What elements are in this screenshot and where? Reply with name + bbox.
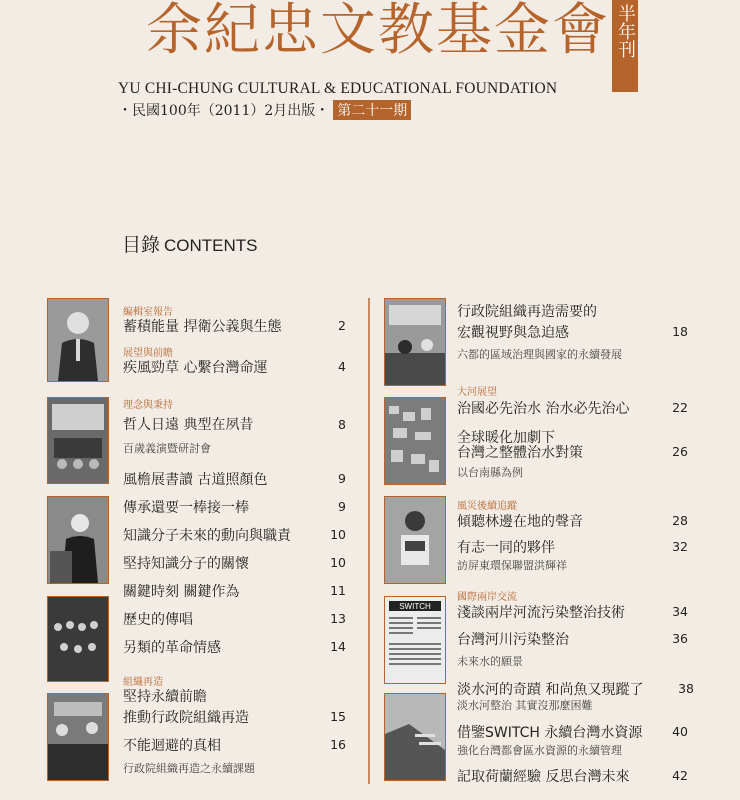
toc-page: 15 [330,709,346,724]
toc-title[interactable]: 傳承還要一棒接一棒 [123,500,249,516]
contents-heading-zh: 目錄 [122,234,161,256]
switch-report-image [385,597,445,683]
toc-page: 13 [330,611,346,626]
speaker-image [48,497,108,583]
toc-title[interactable]: 推動行政院組織再造 [123,710,249,726]
magazine-title: 余紀忠文教基金會 [146,0,610,63]
toc-page: 40 [672,724,688,739]
toc-title-line1[interactable]: 行政院組織再造需要的 [457,304,597,320]
toc-title[interactable]: 哲人日遠 典型在夙昔 [123,417,254,433]
toc-title-line1[interactable]: 全球暖化加劇下 [457,430,555,446]
toc-page: 38 [678,681,694,696]
publication-info [118,100,411,120]
half-yearly-badge [612,0,638,92]
elder-portrait-image [48,299,108,381]
toc-page: 9 [338,471,346,486]
toc-title-line1[interactable]: 堅持永續前瞻 [123,689,207,705]
harbor-image [385,694,445,780]
photo-elder-portrait [47,298,109,382]
section-disaster-followup: 風災後續追蹤 [457,501,517,512]
photo-flood-volunteer [384,496,446,584]
toc-page: 16 [330,737,346,752]
toc-title[interactable]: 治國必先治水 治水必先治心 [457,401,630,417]
photo-symposium-stage [47,397,109,484]
section-editor-report: 編輯室報告 [123,307,173,318]
toc-subtitle: 未來水的願景 [457,655,523,668]
contents-heading-en: CONTENTS [164,236,258,255]
issue-number: 第二十一期 [333,100,411,120]
badge-text: 半年刊 [615,4,636,58]
column-divider [368,298,370,784]
toc-title[interactable]: 有志一同的夥伴 [457,540,555,556]
toc-subtitle: 行政院組織再造之永續課題 [123,762,255,775]
section-river-outlook: 大河展望 [457,387,497,398]
toc-title[interactable]: 蓄積能量 捍衛公義與生態 [123,319,282,335]
toc-page: 32 [672,539,688,554]
toc-title[interactable]: 關鍵時刻 關鍵作為 [123,584,240,600]
orchestra-image [48,597,108,681]
panel-image [48,694,108,780]
photo-aerial-city [384,397,446,485]
section-reform: 組織再造 [123,677,163,688]
toc-title[interactable]: 不能迴避的真相 [123,738,221,754]
toc-title[interactable]: 台灣河川污染整治 [457,632,569,648]
toc-page: 18 [672,324,688,339]
toc-title[interactable]: 疾風勁草 心繫台灣命運 [123,360,268,376]
toc-page: 26 [672,444,688,459]
toc-page: 22 [672,400,688,415]
volunteer-image [385,497,445,583]
photo-speaker-podium [47,496,109,584]
toc-subtitle: 訪屏東環保聯盟洪輝祥 [457,559,567,572]
aerial-city-image [385,398,445,484]
toc-page: 2 [338,318,346,333]
toc-title[interactable]: 借鑒SWITCH 永續台灣水資源 [457,725,643,741]
section-outlook: 展望與前瞻 [123,348,173,359]
contents-heading [122,230,258,257]
toc-title[interactable]: 淺談兩岸河流污染整治技術 [457,605,625,621]
toc-subtitle: 六都的區域治理與國家的永續發展 [457,348,622,361]
toc-page: 8 [338,417,346,432]
toc-title[interactable]: 風檐展書讀 古道照顏色 [123,472,268,488]
section-ideals: 理念與秉持 [123,400,173,411]
toc-page: 10 [330,555,346,570]
toc-page: 14 [330,639,346,654]
toc-page: 10 [330,527,346,542]
photo-switch-report [384,596,446,684]
toc-subtitle: 百歲義演暨研討會 [123,442,211,455]
photo-orchestra [47,596,109,682]
toc-title[interactable]: 歷史的傳唱 [123,612,193,628]
toc-page: 42 [672,768,688,783]
toc-title[interactable]: 堅持知識分子的關懷 [123,556,249,572]
toc-title[interactable]: 台灣之整體治水對策 [457,445,583,461]
toc-title[interactable]: 宏觀視野與急迫感 [457,325,569,341]
meeting-room-image [385,299,445,385]
toc-title[interactable]: 傾聽林邊在地的聲音 [457,514,583,530]
toc-subtitle: 淡水河整治 其實沒那麼困難 [457,699,593,712]
toc-page: 9 [338,499,346,514]
toc-title[interactable]: 淡水河的奇蹟 和尚魚又現蹤了 [457,682,644,698]
toc-title[interactable]: 知識分子未來的動向與職責 [123,528,291,544]
section-cross-strait: 國際兩岸交流 [457,592,517,603]
toc-page: 11 [330,583,346,598]
toc-title[interactable]: 記取荷蘭經驗 反思台灣未來 [457,769,630,785]
symposium-image [48,398,108,483]
publication-date: ・民國100年（2011）2月出版・ [118,103,330,119]
photo-meeting-room [384,298,446,386]
toc-page: 28 [672,513,688,528]
toc-page: 34 [672,604,688,619]
photo-panel-meeting [47,693,109,781]
switch-logo-text: SWITCH [399,602,431,611]
toc-page: 36 [672,631,688,646]
toc-subtitle: 以台南縣為例 [457,466,523,479]
toc-subtitle: 強化台灣都會區水資源的永續管理 [457,744,622,757]
photo-harbor-aerial [384,693,446,781]
toc-title[interactable]: 另類的革命情感 [123,640,221,656]
english-name: YU CHI-CHUNG CULTURAL & EDUCATIONAL FOUNDATION [118,80,558,97]
toc-page: 4 [338,359,346,374]
